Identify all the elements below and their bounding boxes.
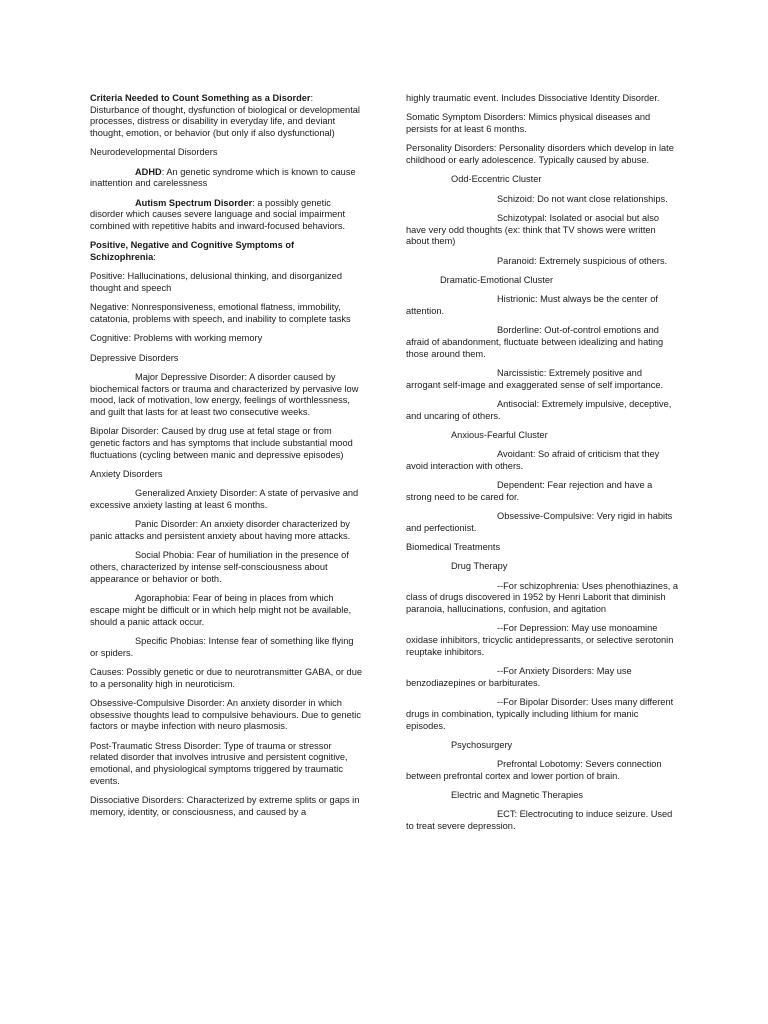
paragraph-text: Personality Disorders: Personality disorders which develop in late childhood or early adolescence. Typically caused by abuse. bbox=[406, 143, 674, 165]
paragraph-text: Biomedical Treatments bbox=[406, 542, 501, 553]
paragraph-text: Post-Traumatic Stress Disorder: Type of trauma or stressor related disorder that involves intrusive and persistent cognitive, emotional, and physiological symptoms triggered by traumatic events. bbox=[90, 740, 348, 786]
paragraph-text: Paranoid: Extremely suspicious of others. bbox=[497, 255, 668, 266]
paragraph bbox=[406, 511, 678, 534]
paragraph bbox=[90, 550, 362, 585]
paragraph-text: Cognitive: Problems with working memory bbox=[90, 333, 263, 344]
paragraph bbox=[90, 488, 362, 511]
paragraph bbox=[90, 240, 362, 263]
paragraph-text: Prefrontal Lobotomy: Severs connection between prefrontal cortex and lower portion of brain. bbox=[406, 759, 662, 781]
paragraph bbox=[406, 697, 678, 732]
paragraph bbox=[406, 561, 678, 573]
paragraph-text: Avoidant: So afraid of criticism that they avoid interaction with others. bbox=[406, 449, 660, 471]
paragraph bbox=[406, 542, 678, 554]
paragraph bbox=[406, 399, 678, 422]
paragraph bbox=[406, 368, 678, 391]
paragraph-text: Drug Therapy bbox=[451, 561, 508, 572]
paragraph bbox=[406, 740, 678, 752]
paragraph bbox=[406, 325, 678, 360]
paragraph bbox=[90, 302, 362, 325]
paragraph-text: Disturbance of thought, dysfunction of biological or developmental processes, distress or disability in everyday life, and deviant thought, emotion, or behavior (but only if also dysfunctional) bbox=[90, 104, 360, 139]
paragraph bbox=[406, 623, 678, 658]
paragraph bbox=[90, 469, 362, 481]
bold-term: Criteria Needed to Count Something as a Disorder bbox=[90, 93, 311, 103]
paragraph-text: Somatic Symptom Disorders: Mimics physical diseases and persists for at least 6 months. bbox=[406, 112, 651, 134]
paragraph bbox=[90, 698, 362, 733]
paragraph-text: Agoraphobia: Fear of being in places from which escape might be difficult or in which help might not be available, should a panic attack occur. bbox=[90, 593, 352, 627]
paragraph bbox=[406, 809, 678, 832]
bold-term: Positive, Negative and Cognitive Symptoms of Schizophrenia bbox=[90, 240, 295, 263]
paragraph bbox=[90, 795, 362, 818]
paragraph-text: Positive: Hallucinations, delusional thinking, and disorganized thought and speech bbox=[90, 271, 342, 294]
paragraph bbox=[90, 593, 362, 628]
paragraph bbox=[406, 790, 678, 802]
paragraph bbox=[406, 256, 678, 268]
paragraph-text: Anxiety Disorders bbox=[90, 469, 163, 480]
bold-term: ADHD bbox=[135, 166, 162, 177]
separator: : bbox=[161, 166, 167, 177]
paragraph-text: Dependent: Fear rejection and have a strong need to be cared for. bbox=[406, 480, 653, 502]
paragraph bbox=[90, 147, 362, 159]
paragraph bbox=[90, 667, 362, 690]
paragraph-text: Psychosurgery bbox=[451, 739, 513, 750]
paragraph bbox=[90, 426, 362, 461]
paragraph bbox=[90, 353, 362, 365]
paragraph-text: Obsessive-Compulsive Disorder: An anxiety disorder in which obsessive thoughts lead to compulsive behaviours. Due to genetic factors or maybe infection with neuro plasmosis. bbox=[90, 697, 361, 732]
paragraph bbox=[406, 143, 678, 166]
paragraph-text: Specific Phobias: Intense fear of something like flying or spiders. bbox=[90, 635, 354, 658]
bold-term: Autism Spectrum Disorder bbox=[135, 197, 253, 208]
paragraph bbox=[406, 275, 678, 287]
paragraph-text: Social Phobia: Fear of humiliation in the presence of others, characterized by intense self-consciousness about appearance or behavior or both. bbox=[90, 550, 349, 584]
paragraph-text: Schizotypal: Isolated or asocial but also have very odd thoughts (ex: think that TV shows were written about them) bbox=[406, 212, 659, 247]
paragraph-text: Antisocial: Extremely impulsive, deceptive, and uncaring of others. bbox=[406, 398, 672, 421]
paragraph-text: --For Anxiety Disorders: May use benzodiazepines or barbiturates. bbox=[406, 666, 632, 688]
paragraph-text: Odd-Eccentric Cluster bbox=[451, 174, 542, 185]
paragraph bbox=[406, 759, 678, 782]
paragraph bbox=[406, 194, 678, 206]
paragraph-text: Negative: Nonresponsiveness, emotional flatness, immobility, catatonia, problems with speech, and inability to complete tasks bbox=[90, 302, 351, 325]
left-column bbox=[90, 93, 362, 826]
paragraph-text: --For schizophrenia: Uses phenothiazines, a class of drugs discovered in 1952 by Henri Laborit that diminish paranoia, hallucinations, confusion, and agitation bbox=[406, 580, 678, 615]
paragraph bbox=[406, 480, 678, 503]
paragraph-text: --For Bipolar Disorder: Uses many different drugs in combination, typically including lithium for manic episodes. bbox=[406, 697, 674, 731]
paragraph-text: Causes: Possibly genetic or due to neurotransmitter GABA, or due to a personality high in neuroticism. bbox=[90, 666, 362, 689]
paragraph-text: Obsessive-Compulsive: Very rigid in habits and perfectionist. bbox=[406, 511, 673, 533]
paragraph-text: An genetic syndrome which is known to cause inattention and carelessness bbox=[90, 166, 356, 189]
paragraph-text: a possibly genetic disorder which causes severe language and social impairment combined with repetitive habits and inward-focused behaviors. bbox=[90, 197, 346, 232]
paragraph bbox=[90, 333, 362, 345]
paragraph bbox=[406, 93, 678, 105]
paragraph-text: Generalized Anxiety Disorder: A state of pervasive and excessive anxiety lasting at least 6 months. bbox=[90, 488, 359, 511]
paragraph-text: Dramatic-Emotional Cluster bbox=[440, 274, 554, 285]
paragraph-text: Narcissistic: Extremely positive and arrogant self-image and exaggerated sense of self importance. bbox=[406, 367, 664, 390]
paragraph bbox=[90, 636, 362, 659]
paragraph bbox=[90, 198, 362, 233]
paragraph bbox=[406, 449, 678, 472]
paragraph-text: Anxious-Fearful Cluster bbox=[451, 429, 548, 440]
paragraph bbox=[406, 581, 678, 616]
paragraph-text: Bipolar Disorder: Caused by drug use at fetal stage or from genetic factors and has symptoms that include substantial mood fluctuations (cycling between manic and depressive episodes) bbox=[90, 426, 353, 460]
paragraph-text: Electric and Magnetic Therapies bbox=[451, 790, 583, 801]
paragraph bbox=[406, 213, 678, 248]
paragraph-text: Schizoid: Do not want close relationships. bbox=[497, 193, 668, 204]
paragraph bbox=[90, 271, 362, 294]
paragraph-text: Major Depressive Disorder: A disorder caused by biochemical factors or trauma and characterized by pervasive low mood, lack of motivation, low energy, feelings of worthlessness, and guilt that lasts for at least two consecutive weeks. bbox=[90, 372, 359, 418]
paragraph bbox=[406, 294, 678, 317]
paragraph-text: Histrionic: Must always be the center of attention. bbox=[406, 294, 658, 316]
separator: : bbox=[252, 197, 258, 208]
paragraph-text: ECT: Electrocuting to induce seizure. Used to treat severe depression. bbox=[406, 809, 673, 832]
paragraph bbox=[406, 430, 678, 442]
separator: : bbox=[310, 93, 314, 103]
paragraph-text: highly traumatic event. Includes Dissociative Identity Disorder. bbox=[406, 93, 660, 103]
paragraph bbox=[90, 372, 362, 419]
paragraph-text: Borderline: Out-of-control emotions and afraid of abandonment, fluctuate between idealizing and hating those around them. bbox=[406, 325, 664, 359]
right-column bbox=[406, 93, 678, 840]
paragraph-text: Dissociative Disorders: Characterized by extreme splits or gaps in memory, identity, or consciousness, and caused by a bbox=[90, 794, 360, 817]
paragraph-text: Panic Disorder: An anxiety disorder characterized by panic attacks and persistent anxiety about having more attacks. bbox=[90, 519, 351, 542]
paragraph-text: Depressive Disorders bbox=[90, 352, 179, 363]
paragraph bbox=[406, 666, 678, 689]
separator: : bbox=[153, 252, 156, 263]
paragraph bbox=[90, 519, 362, 542]
paragraph bbox=[90, 167, 362, 190]
paragraph bbox=[90, 741, 362, 788]
paragraph-text: --For Depression: May use monoamine oxidase inhibitors, tricyclic antidepressants, or selective serotonin reuptake inhibitors. bbox=[406, 623, 674, 657]
paragraph bbox=[90, 93, 362, 140]
paragraph-text: Neurodevelopmental Disorders bbox=[90, 147, 218, 158]
paragraph bbox=[406, 112, 678, 135]
paragraph bbox=[406, 174, 678, 186]
